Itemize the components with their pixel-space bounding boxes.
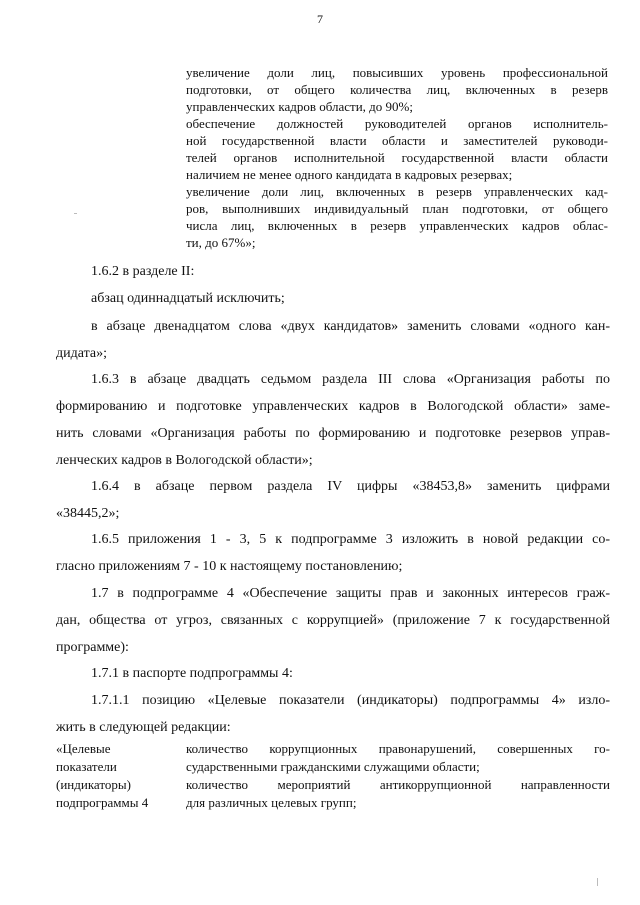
text-line: нить словами «Организация работы по формированию и подготовке резервов управ- xyxy=(56,426,610,441)
text-line: 1.6.2 в разделе II: xyxy=(91,264,195,279)
table-position-value xyxy=(186,740,610,812)
text-line: увеличение доли лиц, повысивших уровень профессиональной xyxy=(186,65,608,80)
text-line: 1.7.1.1 позицию «Целевые показатели (индикаторы) подпрограммы 4» изло- xyxy=(91,693,610,708)
text-line: (индикаторы) xyxy=(56,777,131,792)
text-line: подготовки, от общего количества лиц, включенных в резерв xyxy=(186,82,608,97)
text-line: «38445,2»; xyxy=(56,506,120,521)
text-line: обеспечение должностей руководителей органов исполнитель- xyxy=(186,116,608,131)
text-line: телей органов исполнительной государственной власти области xyxy=(186,150,608,165)
text-line: «Целевые xyxy=(56,741,111,756)
text-line: гласно приложениям 7 - 10 к настоящему постановлению; xyxy=(56,559,403,574)
page-number: 7 xyxy=(317,12,323,26)
text-line: увеличение доли лиц, включенных в резерв управленческих кад- xyxy=(186,184,608,199)
scan-mark xyxy=(597,878,598,886)
text-line: 1.6.5 приложения 1 - 3, 5 к подпрограмме 3 изложить в новой редакции со- xyxy=(91,532,610,547)
text-line: 1.7.1 в паспорте подпрограммы 4: xyxy=(91,666,293,681)
text-line: в абзаце двенадцатом слова «двух кандидатов» заменить словами «одного кан- xyxy=(91,319,610,334)
text-line: управленческих кадров области, до 90%; xyxy=(186,99,413,114)
paragraph xyxy=(56,687,610,741)
scan-mark xyxy=(74,213,77,214)
text-line: дидата»; xyxy=(56,346,107,361)
text-line: ной государственной власти области и заместителей руководи- xyxy=(186,133,608,148)
text-line: сударственными гражданскими служащими области; xyxy=(186,759,480,774)
text-line: 1.7 в подпрограмме 4 «Обеспечение защиты прав и законных интересов граж- xyxy=(91,586,610,601)
text-line: дан, общества от угроз, связанных с коррупцией» (приложение 7 к государственной xyxy=(56,613,610,628)
text-line: подпрограммы 4 xyxy=(56,795,149,810)
paragraph xyxy=(56,258,610,285)
paragraph xyxy=(56,526,610,580)
text-line: количество мероприятий антикоррупционной направленности xyxy=(186,777,610,792)
text-line: числа лиц, включенных в резерв управленческих кадров облас- xyxy=(186,218,608,233)
text-line: абзац одиннадцатый исключить; xyxy=(91,291,285,306)
paragraph xyxy=(56,473,610,527)
text-line: программе): xyxy=(56,640,129,655)
text-line: ти, до 67%»; xyxy=(186,235,256,250)
quoted-indicators-block xyxy=(186,64,608,251)
text-line: показатели xyxy=(56,759,117,774)
paragraph xyxy=(56,660,610,687)
paragraph xyxy=(56,313,610,367)
text-line: 1.6.3 в абзаце двадцать седьмом раздела III слова «Организация работы по xyxy=(91,372,610,387)
text-line: жить в следующей редакции: xyxy=(56,720,231,735)
table-position-label xyxy=(56,740,176,812)
text-line: ленческих кадров в Вологодской области»; xyxy=(56,453,313,468)
text-line: для различных целевых групп; xyxy=(186,795,357,810)
text-line: ров, выполнивших индивидуальный план подготовки, от общего xyxy=(186,201,608,216)
text-line: формированию и подготовке управленческих кадров в Вологодской области» заме- xyxy=(56,399,610,414)
paragraph xyxy=(56,285,610,312)
text-line: 1.6.4 в абзаце первом раздела IV цифры «38453,8» заменить цифрами xyxy=(91,479,610,494)
text-line: количество коррупционных правонарушений, совершенных го- xyxy=(186,741,610,756)
paragraph xyxy=(56,580,610,661)
paragraph xyxy=(56,366,610,474)
text-line: наличием не менее одного кандидата в кадровых резервах; xyxy=(186,167,513,182)
